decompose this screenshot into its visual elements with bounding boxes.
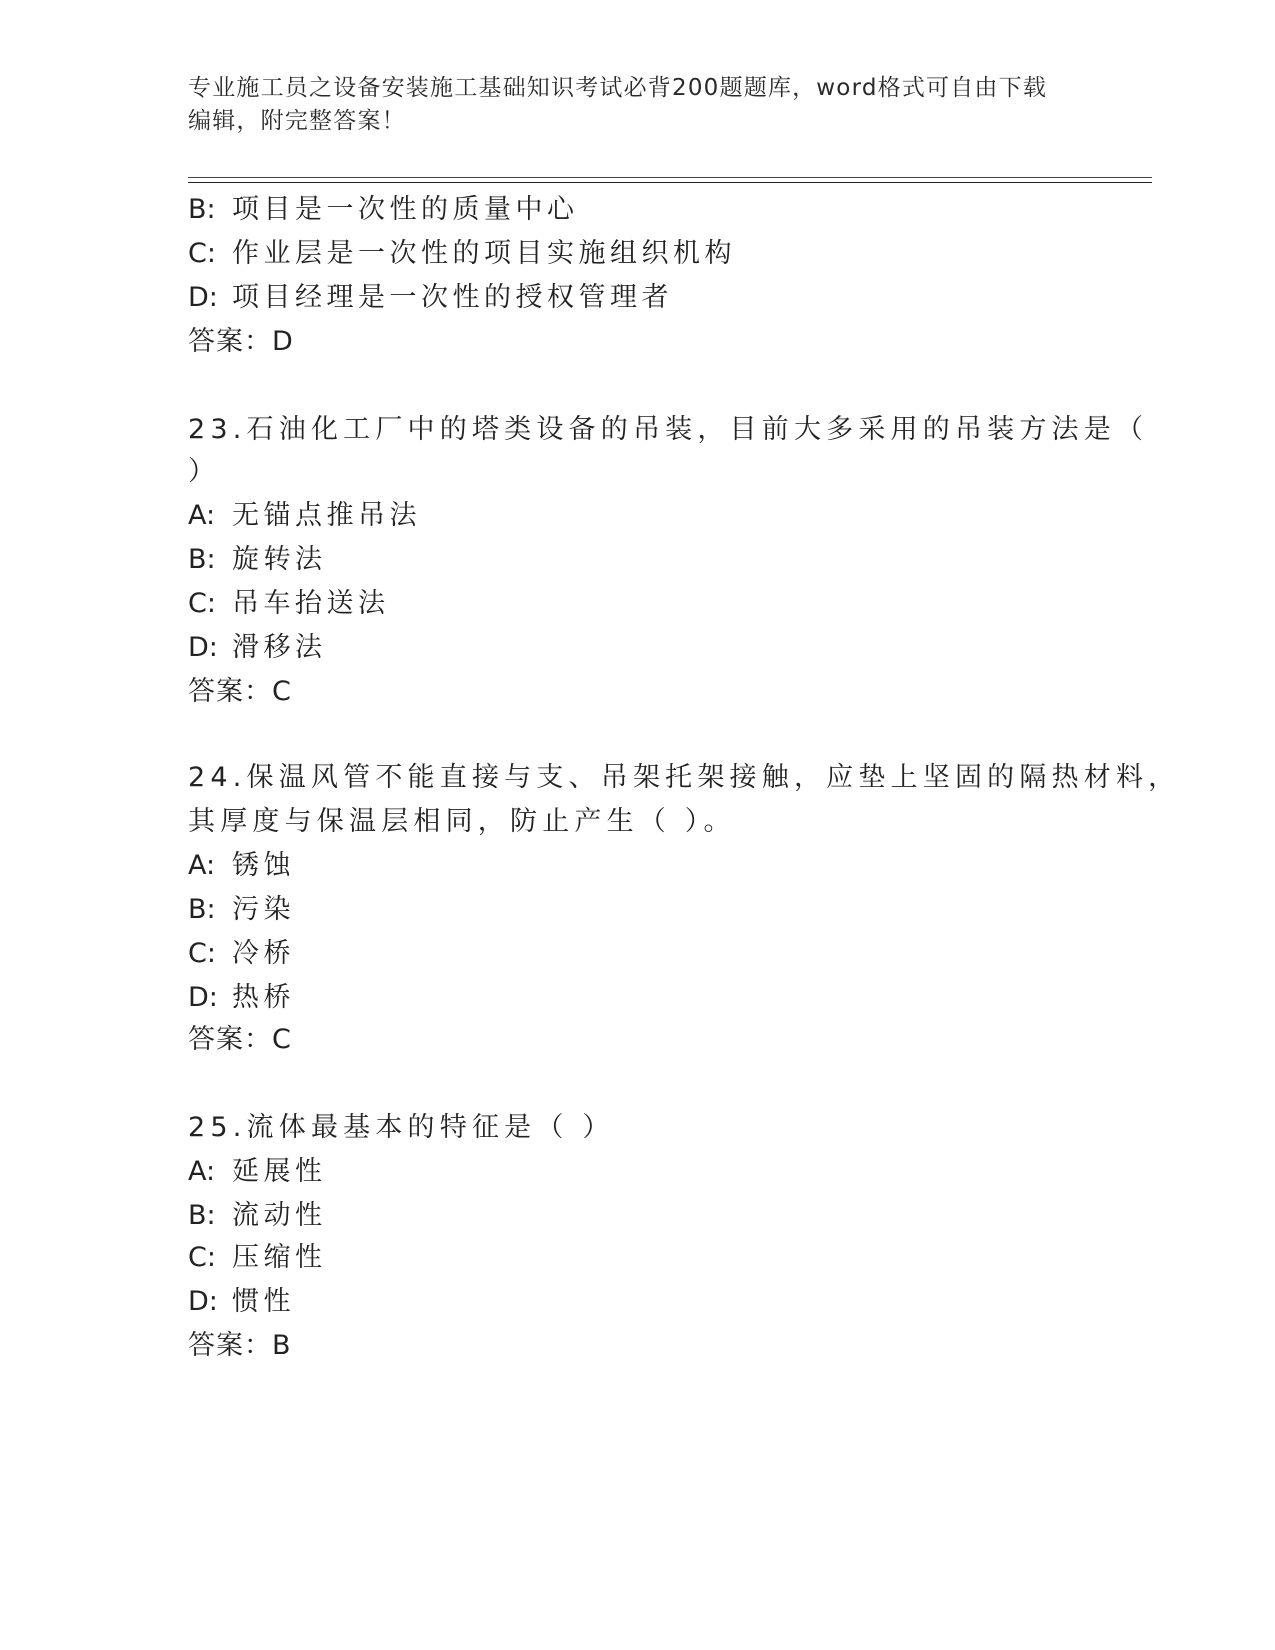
option-key: C: <box>188 938 216 969</box>
header-divider-thick <box>188 182 1152 183</box>
option-key: A: <box>188 850 216 881</box>
option-text: 作业层是一次性的项目实施组织机构 <box>232 238 736 269</box>
q24-answer: 答案：C <box>188 1024 292 1055</box>
header-divider-thin <box>188 177 1152 178</box>
q25-option-c <box>188 1238 1088 1278</box>
option-text: 项目是一次性的质量中心 <box>232 194 579 225</box>
q23-answer: 答案：C <box>188 676 292 707</box>
option-text: 惯性 <box>232 1286 295 1317</box>
option-text: 滑移法 <box>232 632 327 663</box>
q24-option-b <box>188 890 1088 930</box>
option-key: C: <box>188 1242 216 1273</box>
q24-option-d <box>188 978 1088 1018</box>
q22-answer: 答案：D <box>188 326 294 357</box>
header-line-2: 编辑，附完整答案！ <box>188 108 406 134</box>
option-key: D: <box>188 1286 218 1317</box>
option-key: B: <box>188 894 216 925</box>
option-key: D: <box>188 282 218 313</box>
header-line-1: 专业施工员之设备安装施工基础知识考试必背200题题库，word格式可自由下载 <box>188 75 1048 101</box>
option-text: 冷桥 <box>232 938 295 969</box>
option-key: D: <box>188 632 218 663</box>
q22-option-b <box>188 190 1088 230</box>
q24-option-c <box>188 934 1088 974</box>
option-key: A: <box>188 1156 216 1187</box>
option-text: 压缩性 <box>232 1242 327 1273</box>
option-text: 旋转法 <box>232 544 327 575</box>
option-key: B: <box>188 544 216 575</box>
q25-stem-line-1: 25.流体最基本的特征是（ ） <box>188 1112 615 1143</box>
option-key: B: <box>188 194 216 225</box>
option-key: C: <box>188 238 216 269</box>
q24-stem-line-1: 24.保温风管不能直接与支、吊架托架接触，应垫上坚固的隔热材料， <box>188 762 1181 793</box>
option-key: B: <box>188 1200 216 1231</box>
q24-stem-line-2: 其厚度与保温层相同，防止产生（ ）。 <box>188 806 736 837</box>
q23-option-a <box>188 496 1088 536</box>
q22-option-c <box>188 234 1088 274</box>
option-text: 项目经理是一次性的授权管理者 <box>232 282 673 313</box>
document-header <box>188 72 1068 138</box>
option-text: 延展性 <box>232 1156 327 1187</box>
q25-answer: 答案：B <box>188 1330 292 1361</box>
option-text: 锈蚀 <box>232 850 295 881</box>
q23-stem-line-1: 23.石油化工厂中的塔类设备的吊装，目前大多采用的吊装方法是（ <box>188 414 1149 445</box>
option-text: 污染 <box>232 894 295 925</box>
q23-option-c <box>188 584 1088 624</box>
option-key: A: <box>188 500 216 531</box>
option-text: 无锚点推吊法 <box>232 500 421 531</box>
q23-option-d <box>188 628 1088 668</box>
option-key: D: <box>188 982 218 1013</box>
option-text: 流动性 <box>232 1200 327 1231</box>
option-key: C: <box>188 588 216 619</box>
q23-stem-line-2: ） <box>188 456 221 487</box>
q24-option-a <box>188 846 1088 886</box>
q22-option-d <box>188 278 1088 318</box>
q25-option-a <box>188 1152 1088 1192</box>
q25-option-d <box>188 1282 1088 1322</box>
option-text: 吊车抬送法 <box>232 588 390 619</box>
option-text: 热桥 <box>232 982 295 1013</box>
q25-option-b <box>188 1196 1088 1236</box>
q23-option-b <box>188 540 1088 580</box>
